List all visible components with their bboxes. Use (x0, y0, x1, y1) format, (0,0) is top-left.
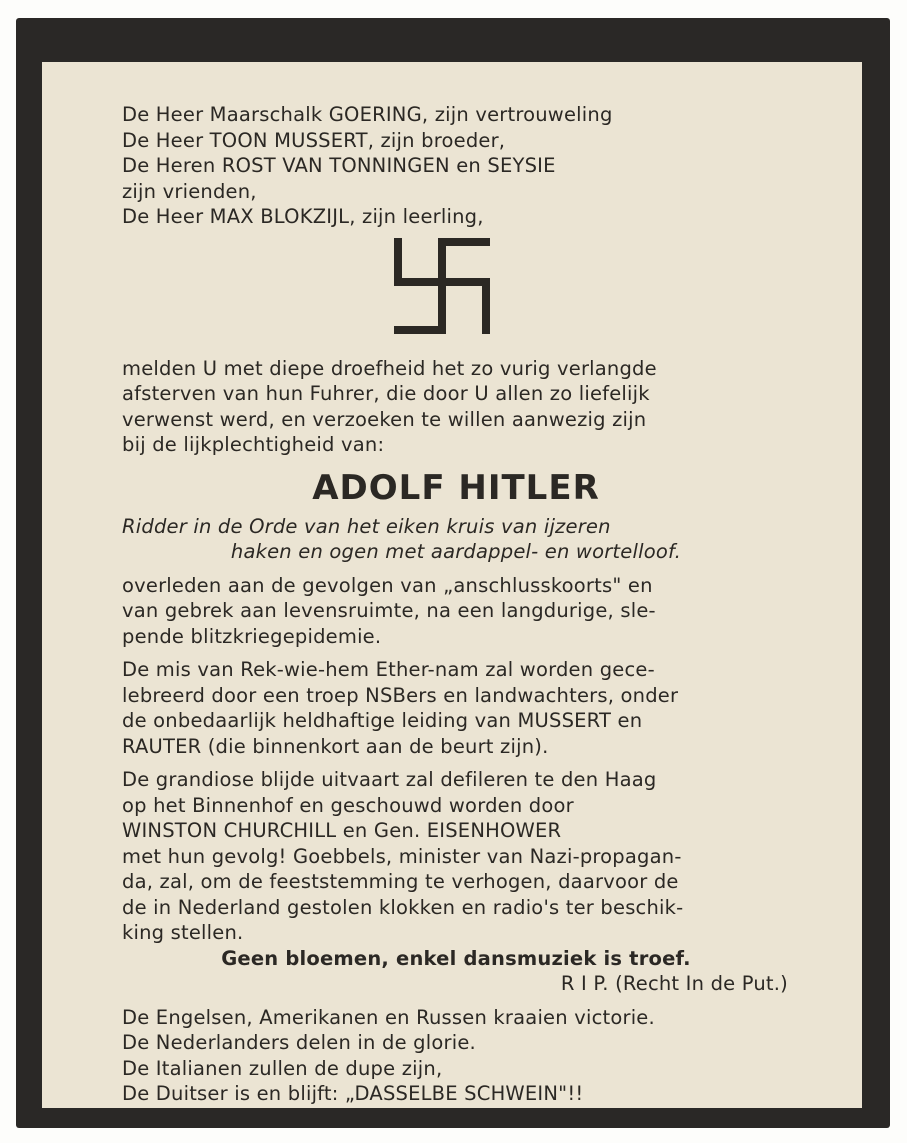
symbol-area (122, 238, 790, 348)
announcement-line: bij de lijkplechtigheid van: (122, 433, 385, 456)
funeral-line: WINSTON CHURCHILL en Gen. EISENHOWER (122, 819, 562, 842)
mass-line: De mis van Rek-wie-hem Ether-nam zal worden gece- (122, 658, 655, 681)
intro-line: De Heer Maarschalk GOERING, zijn vertrouweling (122, 103, 613, 126)
intro-line: De Heer TOON MUSSERT, zijn broeder, (122, 128, 506, 152)
closing-block (122, 1005, 790, 1107)
intro-line: De Heer MAX BLOKZIJL, zijn leerling, (122, 205, 484, 228)
title-line: Ridder in de Orde van het eiken kruis van ijzeren (122, 514, 611, 538)
closing-line: De Duitser is en blijft: „DASSELBE SCHWEIN"!! (122, 1082, 584, 1105)
closing-line: De Nederlanders delen in de glorie. (122, 1031, 476, 1054)
swastika-icon (394, 238, 490, 334)
announcement-line: afsterven van hun Fuhrer, die door U allen zo liefelijk (122, 382, 650, 405)
cause-line: overleden aan de gevolgen van „anschlusskoorts" en (122, 573, 653, 597)
rip-line: R I P. (Recht In de Put.) (560, 972, 788, 995)
card-paper (42, 62, 862, 1108)
funeral-block (122, 767, 790, 946)
mass-block (122, 657, 790, 759)
announcement-line: melden U met diepe droefheid het zo vurig verlangde (122, 356, 657, 380)
funeral-line: da, zal, om de feeststemming te verhogen, daarvoor de (122, 870, 679, 893)
mass-line: de onbedaarlijk heldhaftige leiding van MUSSERT en (122, 709, 643, 732)
announcement-line: verwenst werd, en verzoeken te willen aanwezig zijn (122, 407, 647, 431)
mass-line: RAUTER (die binnenkort aan de beurt zijn). (122, 734, 549, 758)
title-line: haken en ogen met aardappel- en wortelloof. (230, 540, 682, 563)
mass-line: lebreerd door een troep NSBers en landwachters, onder (122, 683, 679, 707)
announcement-block (122, 356, 790, 458)
funeral-line: De grandiose blijde uitvaart zal defileren te den Haag (122, 768, 657, 791)
intro-line: zijn vrienden, (122, 179, 257, 203)
no-flowers-line: Geen bloemen, enkel dansmuziek is troef. (221, 946, 691, 970)
funeral-line: de in Nederland gestolen klokken en radio's ter beschik- (122, 895, 684, 919)
cause-line: pende blitzkriegepidemie. (122, 624, 382, 648)
funeral-line: met hun gevolg! Goebbels, minister van Nazi-propagan- (122, 844, 682, 868)
title-block (122, 514, 790, 565)
deceased-name: ADOLF HITLER (312, 467, 600, 508)
mourning-card (16, 18, 890, 1128)
closing-line: De Italianen zullen de dupe zijn, (122, 1056, 443, 1080)
cause-line: van gebrek aan levensruimte, na een langdurige, sle- (122, 599, 656, 622)
closing-line: De Engelsen, Amerikanen en Russen kraaien victorie. (122, 1005, 655, 1029)
cause-block (122, 573, 790, 650)
intro-line: De Heren ROST VAN TONNINGEN en SEYSIE (122, 154, 556, 177)
intro-block (122, 102, 790, 230)
funeral-line: op het Binnenhof en geschouwd worden door (122, 793, 574, 817)
funeral-line: king stellen. (122, 921, 244, 944)
